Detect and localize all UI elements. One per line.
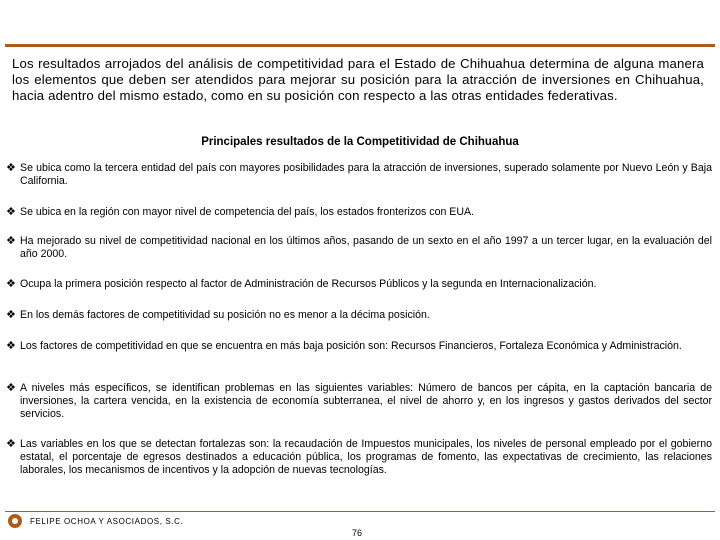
company-logo-icon	[8, 514, 22, 528]
bullet-text: Se ubica como la tercera entidad del país con mayores posibilidades para la atracción de inversiones, superado solamente por Nuevo León y Baja California.	[20, 162, 712, 187]
diamond-bullet-icon: ❖	[6, 162, 16, 174]
bullet-item-3	[6, 235, 712, 261]
bullet-item-1	[6, 162, 712, 188]
footer-company-name: FELIPE OCHOA Y ASOCIADOS, S.C.	[30, 517, 184, 526]
bullet-text: En los demás factores de competitividad su posición no es menor a la décima posición.	[20, 309, 430, 321]
bullet-item-8	[6, 438, 712, 477]
bullet-item-2	[6, 206, 712, 219]
page-number: 76	[352, 528, 363, 538]
footer-rule	[5, 511, 715, 512]
diamond-bullet-icon: ❖	[6, 340, 16, 352]
bullet-item-5	[6, 309, 712, 322]
bullet-text: Ocupa la primera posición respecto al factor de Administración de Recursos Públicos y la segunda en Internacionalización.	[20, 278, 597, 290]
diamond-bullet-icon: ❖	[6, 309, 16, 321]
diamond-bullet-icon: ❖	[6, 382, 16, 394]
bullet-text: Ha mejorado su nivel de competitividad nacional en los últimos años, pasando de un sexto en el año 1997 a un tercer lugar, en la evaluación del año 2000.	[20, 235, 712, 260]
diamond-bullet-icon: ❖	[6, 206, 16, 218]
diamond-bullet-icon: ❖	[6, 438, 16, 450]
bullet-text: Los factores de competitividad en que se encuentra en más baja posición son: Recursos Financieros, Fortaleza Económica y Administración.	[20, 340, 682, 352]
bullet-text: Las variables en los que se detectan fortalezas son: la recaudación de Impuestos municipales, los niveles de personal empleado por el gobierno estatal, el porcentaje de egresos destinados a educación pública, los programas de fomento, las expectativas de crecimiento, las relaciones laborales, los mecanismos de incentivos y la adopción de nuevas tecnologías.	[20, 438, 712, 476]
bullet-item-7	[6, 382, 712, 421]
diamond-bullet-icon: ❖	[6, 278, 16, 290]
bullet-item-6	[6, 340, 712, 353]
bullet-item-4	[6, 278, 712, 291]
header-rule	[5, 44, 715, 47]
intro-paragraph: Los resultados arrojados del análisis de competitividad para el Estado de Chihuahua determina de alguna manera los elementos que deben ser atendidos para mejorar su posición para la atracción de inversiones en Chihuahua, hacia adentro del mismo estado, como en su posición con respecto a las otras entidades federativas.	[12, 56, 704, 103]
section-title: Principales resultados de la Competitividad de Chihuahua	[201, 136, 519, 148]
diamond-bullet-icon: ❖	[6, 235, 16, 247]
bullet-text: A niveles más específicos, se identifican problemas en las siguientes variables: Número de bancos per cápita, en la captación bancaria de inversiones, la cartera vencida, en la existencia de economía subterranea, el nivel de ahorro y, en los ingresos y gastos derivados del sector servicios.	[20, 382, 712, 420]
bullet-text: Se ubica en la región con mayor nivel de competencia del país, los estados fronterizos con EUA.	[20, 206, 475, 218]
